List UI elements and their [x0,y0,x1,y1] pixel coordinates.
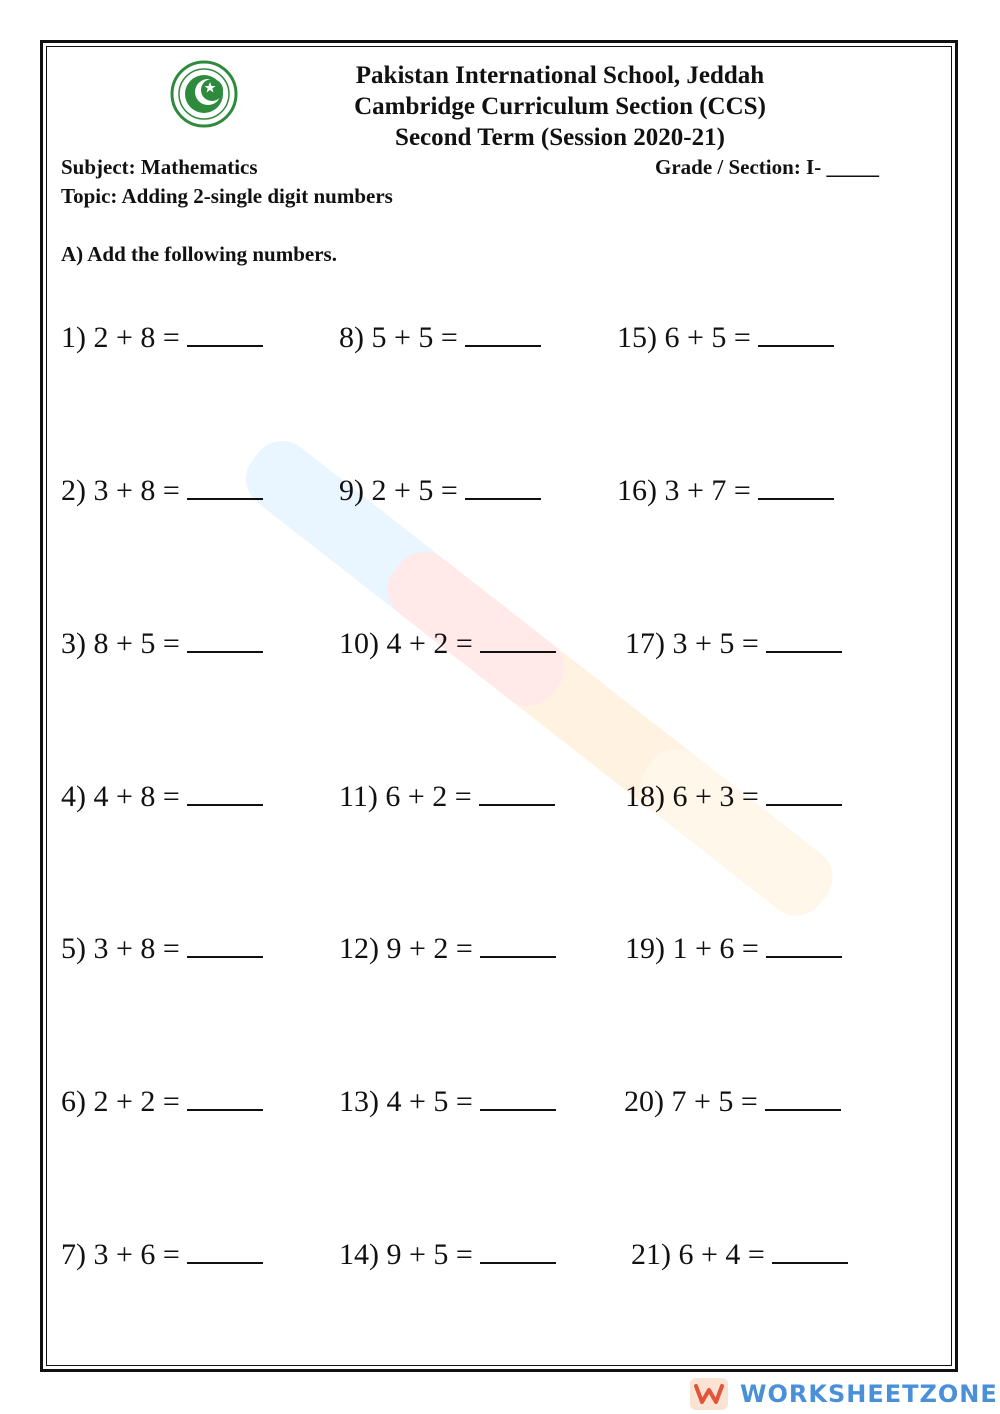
problem-text: 1) 2 + 8 = [61,321,180,354]
brand-footer [690,1374,998,1414]
problem-item [61,626,263,662]
topic-label: Topic: Adding 2-single digit numbers [61,184,393,208]
problem-text: 8) 5 + 5 = [339,321,458,354]
problem-item [61,779,263,815]
problem-text: 15) 6 + 5 = [617,321,751,354]
answer-blank[interactable] [766,780,842,806]
problem-item [339,1237,556,1273]
problem-text: 6) 2 + 2 = [61,1085,180,1118]
grade-section-field[interactable]: Grade / Section: I- _____ [655,155,879,179]
problem-item [625,626,842,662]
school-header [300,60,820,153]
curriculum-section: Cambridge Curriculum Section (CCS) [354,93,766,120]
problem-item [625,779,842,815]
answer-blank[interactable] [480,1238,556,1264]
answer-blank[interactable] [187,474,263,500]
problem-text: 2) 3 + 8 = [61,474,180,507]
answer-blank[interactable] [187,627,263,653]
problem-item [61,473,263,509]
answer-blank[interactable] [766,932,842,958]
answer-blank[interactable] [480,1085,556,1111]
answer-blank[interactable] [480,932,556,958]
answer-blank[interactable] [187,932,263,958]
school-name: Pakistan International School, Jeddah [355,62,765,89]
problem-text: 12) 9 + 2 = [339,932,473,965]
instruction-heading: A) Add the following numbers. [61,242,337,266]
problem-item [339,931,556,967]
term-session: Second Term (Session 2020-21) [395,124,725,151]
problem-item [617,320,834,356]
problem-text: 18) 6 + 3 = [625,780,759,813]
problem-text: 4) 4 + 8 = [61,780,180,813]
problem-item [61,1237,263,1273]
subject-label: Subject: Mathematics [61,155,258,179]
problem-text: 7) 3 + 6 = [61,1238,180,1271]
worksheetzone-logo-icon [690,1378,728,1410]
answer-blank[interactable] [766,627,842,653]
problem-text: 3) 8 + 5 = [61,627,180,660]
answer-blank[interactable] [187,780,263,806]
answer-blank[interactable] [187,1238,263,1264]
problem-text: 16) 3 + 7 = [617,474,751,507]
problem-item [624,1084,841,1120]
problem-text: 10) 4 + 2 = [339,627,473,660]
problem-text: 14) 9 + 5 = [339,1238,473,1271]
answer-blank[interactable] [758,321,834,347]
problem-item [631,1237,848,1273]
brand-name: WORKSHEETZONE [740,1380,998,1408]
answer-blank[interactable] [765,1085,841,1111]
problem-item [617,473,834,509]
answer-blank[interactable] [758,474,834,500]
problem-text: 19) 1 + 6 = [625,932,759,965]
problem-item [339,320,541,356]
problem-text: 21) 6 + 4 = [631,1238,765,1271]
answer-blank[interactable] [187,1085,263,1111]
problem-item [61,931,263,967]
problem-item [61,1084,263,1120]
problem-text: 20) 7 + 5 = [624,1085,758,1118]
school-crest-icon [170,60,238,128]
answer-blank[interactable] [772,1238,848,1264]
problem-item [625,931,842,967]
problem-text: 11) 6 + 2 = [339,780,472,813]
problem-text: 9) 2 + 5 = [339,474,458,507]
problem-text: 5) 3 + 8 = [61,932,180,965]
answer-blank[interactable] [465,474,541,500]
answer-blank[interactable] [187,321,263,347]
problem-item [339,626,556,662]
answer-blank[interactable] [480,627,556,653]
answer-blank[interactable] [465,321,541,347]
answer-blank[interactable] [479,780,555,806]
problem-text: 13) 4 + 5 = [339,1085,473,1118]
problem-item [339,473,541,509]
problem-text: 17) 3 + 5 = [625,627,759,660]
problem-item [61,320,263,356]
problem-item [339,779,555,815]
problem-item [339,1084,556,1120]
